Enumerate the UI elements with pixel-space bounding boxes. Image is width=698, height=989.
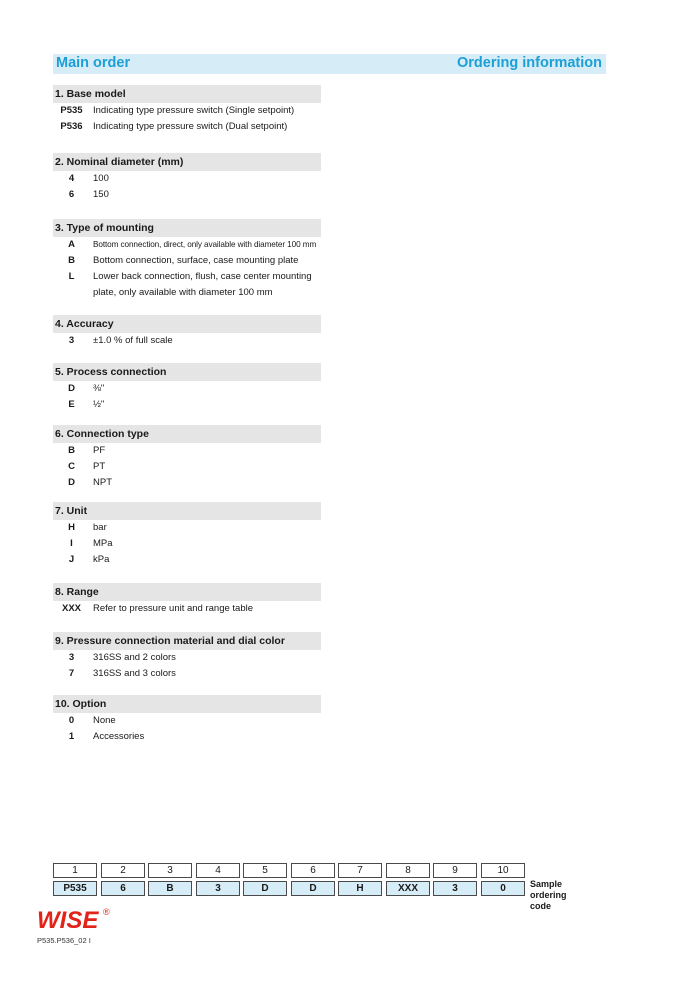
footer-doc-code: P535.P536_02 I (37, 936, 91, 945)
option-description: Lower back connection, flush, case center mounting (93, 271, 312, 282)
sample-position-value: D (291, 881, 335, 896)
option-code: P536 (60, 121, 83, 132)
option-row (53, 253, 321, 269)
page-subtitle: Ordering information (457, 55, 602, 71)
option-code: B (68, 445, 75, 456)
option-code: 3 (68, 335, 75, 346)
sample-position-value: 6 (101, 881, 145, 896)
option-code: 7 (68, 668, 75, 679)
sample-position-value: B (148, 881, 192, 896)
option-description: bar (93, 522, 107, 533)
option-description: 150 (93, 189, 109, 200)
sample-label: Sample ordering code (530, 879, 567, 911)
option-row (53, 381, 321, 397)
option-description: None (93, 715, 116, 726)
option-description: 316SS and 2 colors (93, 652, 176, 663)
option-code: C (68, 461, 75, 472)
section-1 (53, 85, 321, 135)
option-row (53, 666, 321, 682)
registered-mark: ® (103, 907, 110, 917)
section-4 (53, 315, 321, 349)
section-title: 5. Process connection (53, 363, 321, 381)
option-description-continued: plate, only available with diameter 100 mm (93, 287, 273, 298)
option-row (53, 237, 321, 253)
sample-position-value: XXX (386, 881, 430, 896)
option-row (53, 333, 321, 349)
sample-position-number: 7 (338, 863, 382, 878)
section-title: 1. Base model (53, 85, 321, 103)
option-code: H (68, 522, 75, 533)
section-10 (53, 695, 321, 745)
sample-position-value: D (243, 881, 287, 896)
logo-text: WISE (37, 907, 99, 932)
option-code: 3 (68, 652, 75, 663)
section-title: 4. Accuracy (53, 315, 321, 333)
option-row (53, 475, 321, 491)
sample-position-value: 0 (481, 881, 525, 896)
section-7 (53, 502, 321, 568)
sample-position-number: 2 (101, 863, 145, 878)
option-code: E (68, 399, 75, 410)
option-row (53, 171, 321, 187)
section-title: 2. Nominal diameter (mm) (53, 153, 321, 171)
option-description: MPa (93, 538, 113, 549)
page-title: Main order (56, 55, 131, 71)
section-title: 3. Type of mounting (53, 219, 321, 237)
sample-position-value: 3 (433, 881, 477, 896)
option-row (53, 397, 321, 413)
sample-position-value: 3 (196, 881, 240, 896)
section-title: 6. Connection type (53, 425, 321, 443)
sample-position-value: H (338, 881, 382, 896)
sample-position-number: 6 (291, 863, 335, 878)
section-title: 9. Pressure connection material and dial color (53, 632, 321, 650)
option-description: Indicating type pressure switch (Single setpoint) (93, 105, 295, 116)
option-description: PF (93, 445, 106, 456)
section-title: 10. Option (53, 695, 321, 713)
option-code: B (68, 255, 75, 266)
option-row (53, 601, 321, 617)
option-code: J (68, 554, 75, 565)
wise-logo (37, 906, 117, 937)
sample-position-number: 9 (433, 863, 477, 878)
option-code: P535 (60, 105, 83, 116)
sample-position-number: 4 (196, 863, 240, 878)
option-description: Bottom connection, surface, case mounting plate (93, 255, 299, 266)
option-row (53, 713, 321, 729)
option-code: 6 (68, 189, 75, 200)
option-row (53, 729, 321, 745)
header-bar (53, 54, 606, 74)
option-code: A (68, 239, 75, 250)
option-description: Accessories (93, 731, 145, 742)
option-description: NPT (93, 477, 112, 488)
section-3 (53, 219, 321, 301)
option-description: kPa (93, 554, 110, 565)
sample-position-number: 3 (148, 863, 192, 878)
section-title: 7. Unit (53, 502, 321, 520)
section-5 (53, 363, 321, 413)
option-code: 4 (68, 173, 75, 184)
option-description: 316SS and 3 colors (93, 668, 176, 679)
option-code: I (70, 538, 73, 549)
section-2 (53, 153, 321, 203)
section-6 (53, 425, 321, 491)
option-code: XXX (61, 603, 81, 614)
option-row (53, 269, 321, 285)
sample-position-number: 5 (243, 863, 287, 878)
option-description: PT (93, 461, 106, 472)
option-code: L (68, 271, 75, 282)
option-row (53, 552, 321, 568)
section-9 (53, 632, 321, 682)
option-row (53, 187, 321, 203)
option-description: Bottom connection, direct, only available with diameter 100 mm (93, 240, 317, 249)
sample-position-number: 8 (386, 863, 430, 878)
option-row (53, 650, 321, 666)
option-row (53, 103, 321, 119)
option-row (53, 536, 321, 552)
sample-position-number: 1 (53, 863, 97, 878)
section-8 (53, 583, 321, 617)
option-row (53, 459, 321, 475)
option-code: 1 (68, 731, 75, 742)
option-row-continued (53, 285, 321, 301)
option-description: ±1.0 % of full scale (93, 335, 173, 346)
option-code: D (68, 477, 75, 488)
option-description: 100 (93, 173, 109, 184)
sample-position-value: P535 (53, 881, 97, 896)
option-description: Indicating type pressure switch (Dual setpoint) (93, 121, 288, 132)
section-title: 8. Range (53, 583, 321, 601)
option-description: ½" (93, 399, 105, 410)
option-description: ⅜" (93, 383, 105, 394)
option-description: Refer to pressure unit and range table (93, 603, 254, 614)
option-row (53, 443, 321, 459)
option-row (53, 520, 321, 536)
option-code: D (68, 383, 75, 394)
option-code: 0 (68, 715, 75, 726)
option-row (53, 119, 321, 135)
sample-position-number: 10 (481, 863, 525, 878)
